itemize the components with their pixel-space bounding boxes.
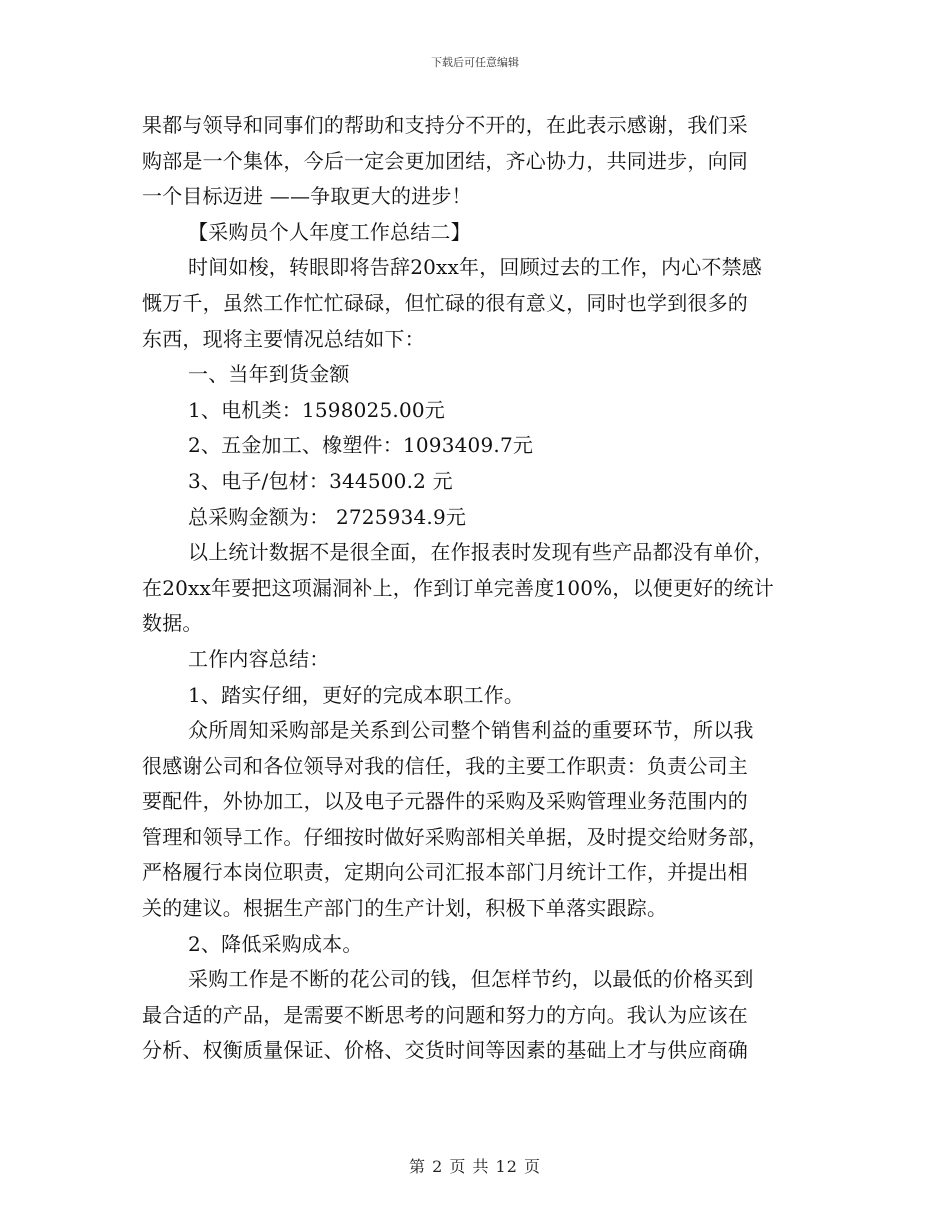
text-line: 时间如梭，转眼即将告辞20xx年，回顾过去的工作，内心不禁感 (188, 255, 763, 280)
text-line: 购部是一个集体，今后一定会更加团结，齐心协力，共同进步，向同 (142, 148, 748, 173)
text-line: 果都与领导和同事们的帮助和支持分不开的，在此表示感谢，我们采 (142, 113, 748, 137)
text-line: 在20xx年要把这项漏洞补上，作到订单完善度100%，以便更好的统计 (142, 575, 774, 600)
text-line: 2、五金加工、橡塑件：1093409.7元 (188, 433, 534, 458)
text-line: 慨万千，虽然工作忙忙碌碌，但忙碌的很有意义，同时也学到很多的 (142, 290, 748, 315)
text-line: 以上统计数据不是很全面，在作报表时发现有些产品都没有单价， (188, 540, 774, 565)
page-number: 第 2 页 共 12 页 (409, 1157, 541, 1176)
document-body (142, 108, 814, 1069)
page-header-note: 下载后可任意编辑 (431, 56, 519, 69)
text-line: 一个目标迈进 ——争取更大的进步！ (142, 184, 472, 209)
text-line: 采购工作是不断的花公司的钱，但怎样节约，以最低的价格买到 (188, 967, 754, 992)
text-line: 要配件，外协加工，以及电子元器件的采购及采购管理业务范围内的 (142, 789, 748, 814)
text-line: 很感谢公司和各位领导对我的信任，我的主要工作职责：负责公司主 (142, 753, 748, 778)
text-line: 2、降低采购成本。 (188, 931, 363, 956)
text-line: 严格履行本岗位职责，定期向公司汇报本部门月统计工作，并提出相 (142, 860, 748, 885)
text-line: 关的建议。根据生产部门的生产计划，积极下单落实跟踪。 (142, 896, 668, 921)
text-line: 东西，现将主要情况总结如下： (142, 326, 425, 351)
text-line: 数据。 (142, 611, 203, 636)
text-line: 1、电机类：1598025.00元 (188, 397, 446, 422)
text-line: 一、当年到货金额 (188, 362, 350, 387)
text-line: 众所周知采购部是关系到公司整个销售利益的重要环节，所以我 (188, 718, 754, 743)
text-line: 最合适的产品，是需要不断思考的问题和努力的方向。我认为应该在 (142, 1002, 748, 1027)
text-line: 管理和领导工作。仔细按时做好采购部相关单据，及时提交给财务部， (142, 824, 769, 849)
text-line: 工作内容总结： (188, 646, 330, 671)
text-line: 分析、权衡质量保证、价格、交货时间等因素的基础上才与供应商确 (142, 1038, 748, 1063)
text-line: 3、电子/包材：344500.2 元 (188, 468, 453, 493)
text-line: 1、踏实仔细，更好的完成本职工作。 (188, 682, 525, 707)
text-line: 【采购员个人年度工作总结二】 (188, 219, 471, 244)
text-line: 总采购金额为： 2725934.9元 (188, 504, 467, 529)
